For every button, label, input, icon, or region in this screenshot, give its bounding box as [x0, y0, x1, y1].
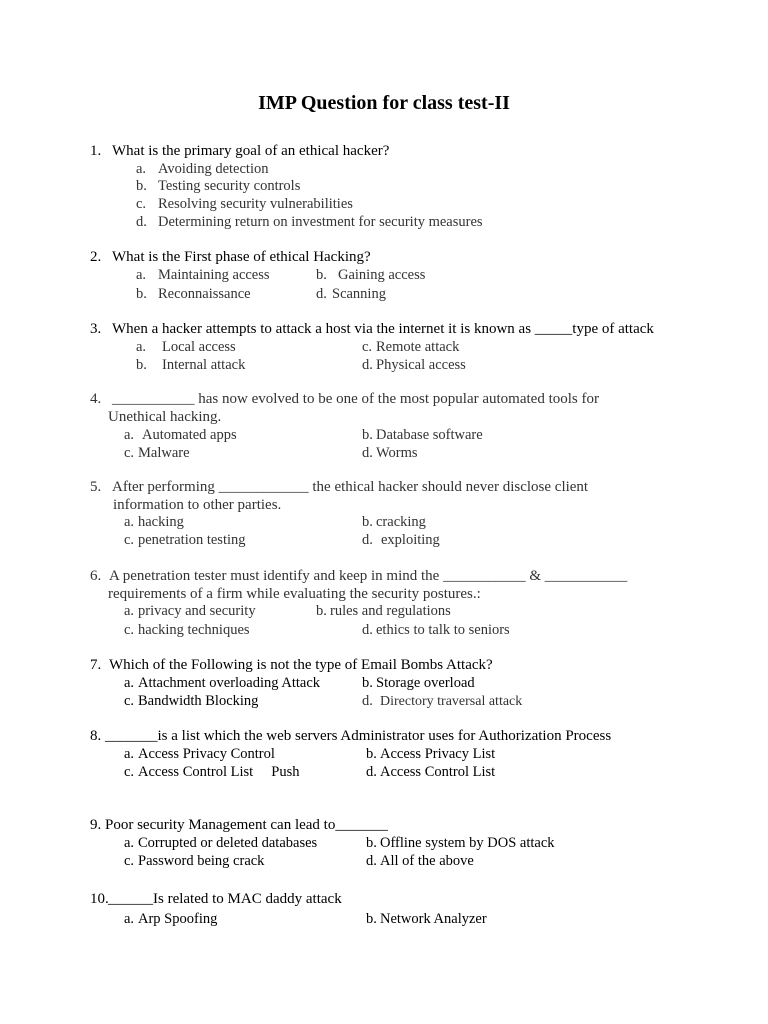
option-3d: d. Physical access — [362, 357, 466, 373]
question-number: 4. — [90, 391, 102, 407]
question-text: _______is a list which the web servers Administrator uses for Authorization Process — [105, 728, 612, 744]
option-4d: d. Worms — [362, 445, 418, 461]
option-3a: a. Local access — [136, 339, 236, 355]
question-text: ___________ has now evolved to be one of the most popular automated tools for — [112, 391, 599, 407]
question-number: 8. — [90, 728, 102, 744]
option-4a: a. Automated apps — [124, 427, 237, 443]
option-9c: c. Password being crack — [124, 853, 265, 869]
question-10 — [90, 890, 342, 908]
question-text: Poor security Management can lead to_______ — [105, 817, 388, 833]
option-5c: c. penetration testing — [124, 532, 246, 548]
option-7d: d. Directory traversal attack — [362, 693, 523, 709]
option-1b: b. Testing security controls — [136, 178, 301, 194]
option-3c: c. Remote attack — [362, 339, 460, 355]
option-8c: c. Access Control List Push — [124, 764, 300, 780]
option-2d: d. Scanning — [316, 286, 386, 302]
question-number: 10. — [90, 891, 109, 907]
option-7b: b. Storage overload — [362, 675, 475, 691]
option-1a: a. Avoiding detection — [136, 161, 269, 177]
option-7a: a. Attachment overloading Attack — [124, 675, 321, 691]
question-text: ______Is related to MAC daddy attack — [108, 891, 342, 907]
option-10b: b. Network Analyzer — [366, 911, 487, 927]
option-4c: c. Malware — [124, 445, 190, 461]
question-text: What is the primary goal of an ethical hacker? — [112, 143, 390, 159]
option-2c: b. Reconnaissance — [136, 286, 251, 302]
question-text: A penetration tester must identify and keep in mind the ___________ & ___________ — [109, 568, 628, 584]
question-text: What is the First phase of ethical Hacking? — [112, 249, 371, 265]
option-9b: b. Offline system by DOS attack — [366, 835, 555, 851]
page-title: IMP Question for class test-II — [258, 92, 510, 114]
option-9d: d. All of the above — [366, 853, 474, 869]
question-number: 6. — [90, 568, 102, 584]
question-1 — [90, 142, 389, 160]
question-text: After performing ____________ the ethical hacker should never disclose client — [112, 479, 589, 495]
option-10a: a. Arp Spoofing — [124, 911, 218, 927]
question-2 — [90, 248, 371, 266]
question-number: 1. — [90, 143, 102, 159]
question-number: 2. — [90, 249, 102, 265]
question-8 — [90, 727, 611, 745]
question-number: 5. — [90, 479, 102, 495]
question-5 — [90, 478, 588, 496]
option-5b: b. cracking — [362, 514, 426, 530]
option-4b: b. Database software — [362, 427, 483, 443]
question-9 — [90, 816, 388, 834]
question-6-continued: requirements of a firm while evaluating the security postures.: — [108, 586, 481, 602]
question-5-continued: information to other parties. — [113, 497, 282, 513]
question-number: 3. — [90, 321, 102, 337]
question-4-continued: Unethical hacking. — [108, 409, 222, 425]
question-number: 9. — [90, 817, 102, 833]
question-text: Which of the Following is not the type of Email Bombs Attack? — [109, 657, 493, 673]
option-2b: b. Gaining access — [316, 267, 426, 283]
question-6 — [90, 567, 627, 585]
option-8d: d. Access Control List — [366, 764, 496, 780]
option-6d: d. ethics to talk to seniors — [362, 622, 510, 638]
option-6c: c. hacking techniques — [124, 622, 250, 638]
question-number: 7. — [90, 657, 102, 673]
option-5d: d. exploiting — [362, 532, 440, 548]
option-1c: c. Resolving security vulnerabilities — [136, 196, 353, 212]
option-8a: a. Access Privacy Control — [124, 746, 275, 762]
option-5a: a. hacking — [124, 514, 184, 530]
option-3b: b. Internal attack — [136, 357, 246, 373]
option-6b: b. rules and regulations — [316, 603, 451, 619]
option-2a: a. Maintaining access — [136, 267, 270, 283]
question-7 — [90, 656, 493, 674]
option-6a: a. privacy and security — [124, 603, 256, 619]
question-4 — [90, 390, 599, 408]
question-text: When a hacker attempts to attack a host via the internet it is known as _____type of attack — [112, 321, 654, 337]
option-8b: b. Access Privacy List — [366, 746, 496, 762]
option-7c: c. Bandwidth Blocking — [124, 693, 259, 709]
question-3 — [90, 320, 654, 338]
option-9a: a. Corrupted or deleted databases — [124, 835, 318, 851]
option-1d: d. Determining return on investment for security measures — [136, 214, 483, 230]
